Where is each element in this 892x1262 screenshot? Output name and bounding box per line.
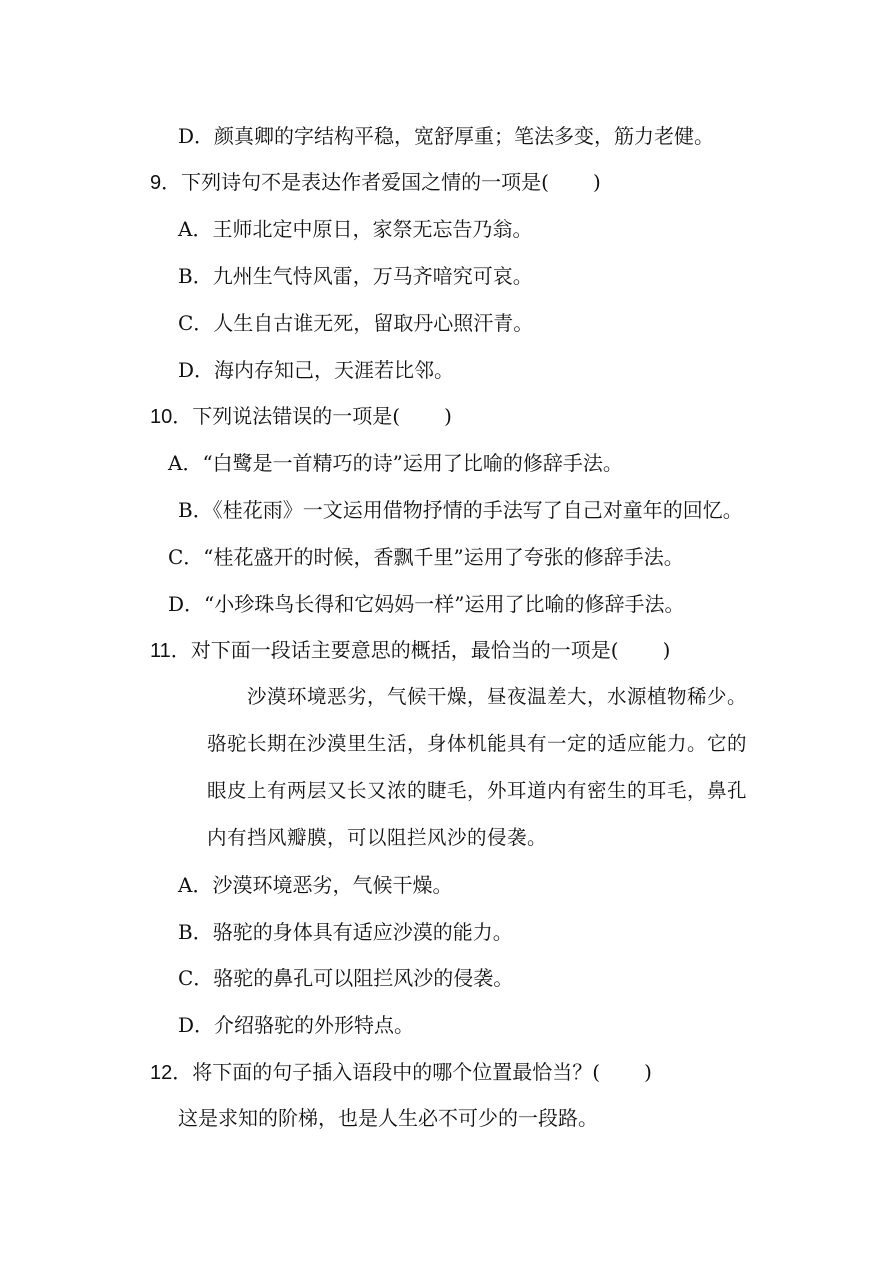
q11-stem-line — [150, 636, 670, 664]
q9-option-d: D．海内存知己，天涯若比邻。 — [178, 358, 455, 382]
q12-stem-line — [150, 1058, 652, 1086]
q12-number: 12． — [150, 1062, 193, 1084]
q11-option-a: A．沙漠环境恶劣，气候干燥。 — [178, 873, 453, 897]
q11-passage-line-3: 眼皮上有两层又长又浓的睫毛，外耳道内有密生的耳毛，鼻孔 — [207, 779, 748, 802]
q10-option-d: D．“小珍珠鸟长得和它妈妈一样”运用了比喻的修辞手法。 — [168, 592, 685, 616]
q9-option-b: B．九州生气恃风雷，万马齐喑究可哀。 — [178, 264, 533, 288]
q10-stem: 下列说法错误的一项是( — [192, 404, 401, 428]
q9-option-a: A．王师北定中原日，家祭无忘告乃翁。 — [178, 217, 533, 241]
q8-option-d: D．颜真卿的字结构平稳，宽舒厚重；笔法多变，筋力老健。 — [178, 124, 715, 148]
q10-option-a: A．“白鹭是一首精巧的诗”运用了比喻的修辞手法。 — [168, 451, 623, 475]
q10-number: 10． — [150, 406, 193, 428]
q11-stem: 对下面一段话主要意思的概括，最恰当的一项是( — [190, 638, 619, 662]
q11-passage-line-2: 骆驼长期在沙漠里生活，身体机能具有一定的适应能力。它的 — [207, 732, 748, 755]
q11-close-paren: ) — [662, 638, 671, 662]
q10-stem-line — [150, 402, 452, 430]
q11-passage-line-1: 沙漠环境恶劣，气候干燥，昼夜温差大，水源植物稀少。 — [247, 685, 748, 708]
q11-option-b: B．骆驼的身体具有适应沙漠的能力。 — [178, 920, 513, 944]
q12-stem: 将下面的句子插入语段中的哪个位置最恰当？( — [192, 1060, 601, 1084]
q10-close-paren: ) — [444, 404, 452, 428]
q12-close-paren: ) — [644, 1060, 652, 1084]
q11-option-c: C．骆驼的鼻孔可以阻拦风沙的侵袭。 — [178, 966, 514, 990]
q11-option-d: D．介绍骆驼的外形特点。 — [178, 1013, 415, 1037]
q9-option-c: C．人生自古谁无死，留取丹心照汗青。 — [178, 311, 534, 335]
q12-sentence: 这是求知的阶梯，也是人生必不可少的一段路。 — [178, 1106, 598, 1130]
q10-option-b: B．《桂花雨》一文运用借物抒情的手法写了自己对童年的回忆。 — [178, 498, 743, 522]
q9-close-paren: ) — [592, 170, 601, 194]
q11-passage-line-4: 内有挡风瓣膜，可以阻拦风沙的侵袭。 — [207, 826, 548, 849]
q9-number: 9． — [150, 172, 182, 194]
q9-stem: 下列诗句不是表达作者爱国之情的一项是( — [181, 170, 549, 194]
q11-number: 11． — [150, 640, 191, 662]
q9-stem-line — [150, 168, 601, 196]
q10-option-c: C．“桂花盛开的时候，香飘千里”运用了夸张的修辞手法。 — [168, 545, 684, 569]
